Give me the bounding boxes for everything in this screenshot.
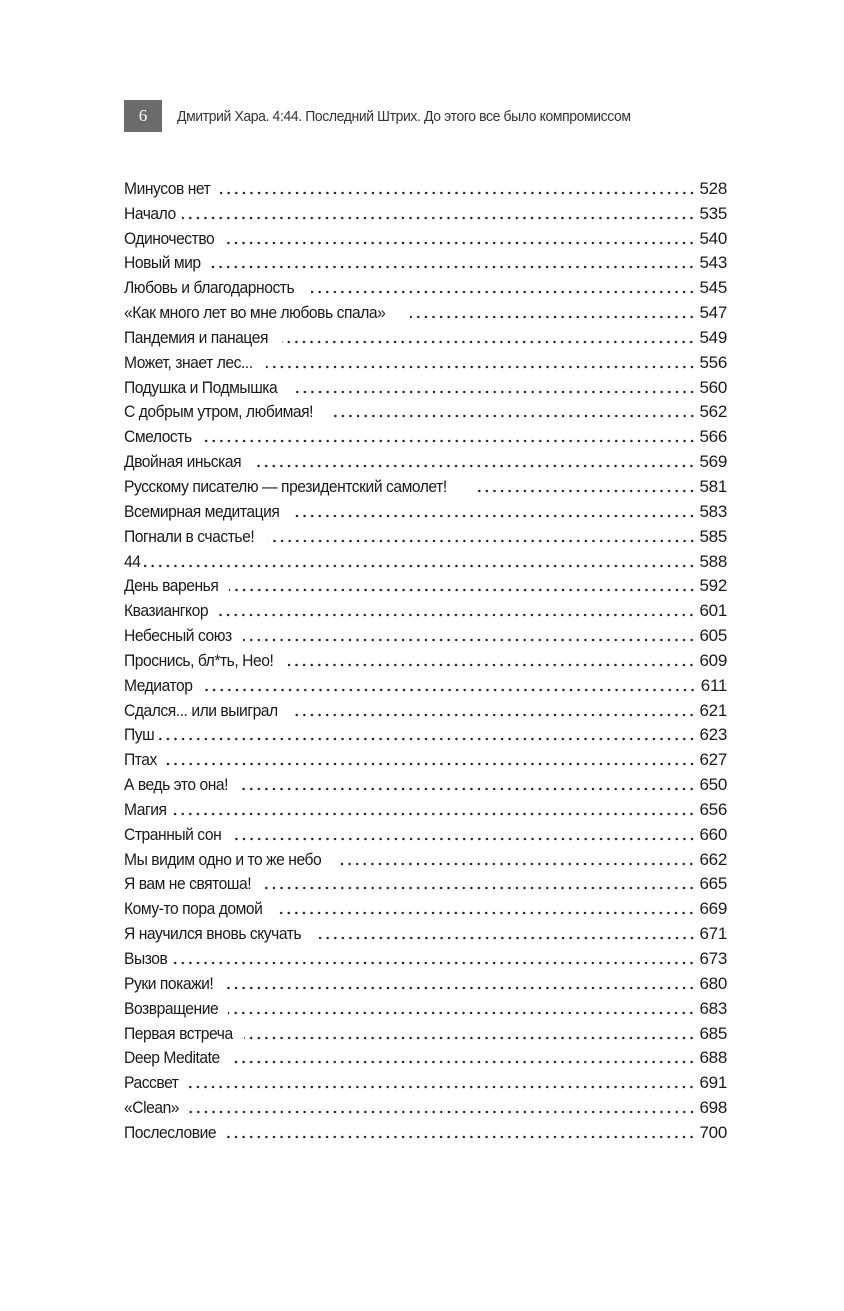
toc-entry[interactable] [124,373,727,398]
toc-entry[interactable] [124,944,727,969]
toc-entry-page: 543 [699,253,727,273]
toc-entry-page: 671 [699,924,727,944]
toc-entry-title: Послесловие [124,1122,217,1142]
toc-entry-page: 688 [699,1048,727,1068]
toc-entry-page: 662 [699,849,727,869]
toc-entry-title: Начало [124,203,176,223]
toc-entry-page: 549 [699,327,727,347]
toc-entry-title: «Как много лет во мне любовь спала» [124,303,386,323]
toc-entry-title: Я вам не святоша! [124,874,252,894]
dot-leader [186,1110,696,1114]
toc-entry[interactable] [124,919,727,944]
toc-entry-page: 592 [699,576,727,596]
toc-entry-title: А ведь это она! [124,775,229,795]
running-title: Дмитрий Хара. 4:44. Последний Штрих. До этого все было компромиссом [177,107,631,125]
dot-leader [295,514,696,518]
toc-entry[interactable] [124,273,727,298]
toc-entry-page: 588 [699,551,727,571]
toc-entry-page: 585 [699,526,727,546]
toc-entry[interactable] [124,1093,727,1118]
toc-entry-title: 44 [124,551,141,571]
toc-entry-page: 566 [699,427,727,447]
toc-entry-title: Погнали в счастье! [124,526,255,546]
toc-entry-title: Вызов [124,949,168,968]
toc-entry-title: Русскому писателю — президентский самолет! [124,476,447,496]
toc-entry-page: 673 [699,949,727,968]
toc-entry-page: 680 [699,973,727,993]
toc-entry[interactable] [124,1019,727,1044]
dot-leader [293,390,696,394]
toc-entry-title: Подушка и Подмышка [124,377,278,397]
toc-entry-page: 583 [699,501,727,521]
toc-entry-title: «Clean» [124,1098,180,1118]
toc-entry[interactable] [124,820,727,845]
toc-entry-page: 685 [699,1023,727,1043]
dot-leader [311,290,696,294]
toc-entry-title: Кому-то пора домой [124,899,263,919]
toc-entry[interactable] [124,621,727,646]
toc-entry[interactable] [124,323,727,348]
toc-entry[interactable] [124,770,727,795]
toc-entry-title: День варенья [124,576,219,596]
toc-entry-page: 627 [699,750,727,770]
dot-leader [185,1085,695,1089]
dot-leader [162,762,696,766]
toc-entry-page: 609 [699,650,727,670]
toc-entry[interactable] [124,1044,727,1069]
dot-leader [144,564,696,568]
toc-entry-page: 528 [699,178,727,198]
toc-entry-title: Руки покажи! [124,973,214,993]
toc-entry[interactable] [124,994,727,1019]
dot-leader [276,911,695,915]
toc-entry-title: Смелость [124,427,192,447]
toc-entry[interactable] [124,671,727,696]
toc-entry-title: Я научился вновь скучать [124,924,302,944]
toc-entry[interactable] [124,497,727,522]
toc-entry[interactable] [124,1118,727,1143]
toc-entry[interactable] [124,572,727,597]
toc-entry-page: 562 [699,402,727,422]
dot-leader [159,737,696,741]
toc-entry-page: 683 [699,998,727,1018]
toc-entry[interactable] [124,969,727,994]
dot-leader [319,936,696,940]
toc-entry[interactable] [124,1068,727,1093]
toc-entry-title: Медиатор [124,675,193,695]
toc-entry-title: Магия [124,799,167,819]
toc-entry-page: 545 [699,278,727,298]
toc-entry[interactable] [124,348,727,373]
toc-entry-title: Первая встреча [124,1023,233,1043]
dot-leader [332,414,696,418]
toc-entry-page: 605 [699,626,727,646]
dot-leader [288,663,695,667]
toc-entry-title: Всемирная медитация [124,501,280,521]
toc-entry-title: Рассвет [124,1073,179,1093]
toc-entry-page: 556 [699,352,727,372]
toc-entry-page: 601 [699,601,727,621]
dot-leader [172,812,695,816]
toc-entry-page: 540 [699,228,727,248]
toc-entry[interactable] [124,745,727,770]
toc-entry-page: 660 [699,824,727,844]
dot-leader [264,886,695,890]
dot-leader [173,961,695,965]
toc-entry[interactable] [124,721,727,746]
toc-entry[interactable] [124,447,727,472]
toc-entry-page: 700 [699,1122,727,1142]
toc-entry[interactable] [124,298,727,323]
toc-entry-title: Любовь и благодарность [124,278,295,298]
toc-entry-page: 621 [699,700,727,720]
toc-entry[interactable] [124,547,727,572]
dot-leader [226,1135,695,1139]
toc-entry-title: Сдался... или выиграл [124,700,278,720]
toc-entry-page: 581 [699,476,727,496]
toc-entry-title: Двойная иньская [124,452,242,472]
toc-entry[interactable] [124,870,727,895]
dot-leader [223,986,696,990]
dot-leader [182,216,695,220]
dot-leader [200,688,696,692]
toc-entry-page: 650 [699,775,727,795]
toc-entry-title: Пандемия и панацея [124,327,268,347]
toc-entry-page: 535 [699,203,727,223]
toc-entry[interactable] [124,596,727,621]
toc-entry[interactable] [124,845,727,870]
dot-leader [293,713,695,717]
toc-entry-title: Минусов нет [124,178,211,198]
dot-leader [224,241,695,245]
toc-entry[interactable] [124,224,727,249]
dot-leader [340,862,695,866]
dot-leader [268,539,696,543]
dot-leader [410,315,695,319]
dot-leader [217,613,695,617]
toc-entry[interactable] [124,398,727,423]
toc-entry[interactable] [124,696,727,721]
toc-entry[interactable] [124,249,727,274]
dot-leader [253,464,695,468]
toc-entry[interactable] [124,472,727,497]
toc-entry-title: Проснись, бл*ть, Нео! [124,650,274,670]
toc-entry-title: С добрым утром, любимая! [124,402,314,422]
toc-entry-title: Птах [124,750,157,770]
toc-entry-title: Deep Meditate [124,1048,220,1068]
toc-entry-title: Пуш [124,725,155,745]
dot-leader [232,837,696,841]
toc-entry-page: 569 [699,452,727,472]
toc-entry[interactable] [124,646,727,671]
toc-entry-page: 623 [699,725,727,745]
dot-leader [477,489,696,493]
dot-leader [239,787,695,791]
page-number: 6 [124,100,162,132]
table-of-contents [124,174,727,1143]
toc-entry-title: Квазиангкор [124,601,209,621]
dot-leader [243,638,695,642]
toc-entry-page: 656 [699,799,727,819]
toc-entry-page: 698 [699,1098,727,1118]
toc-entry[interactable] [124,522,727,547]
toc-entry-title: Может, знает лес... [124,352,253,372]
dot-leader [230,1060,695,1064]
toc-entry-page: 669 [699,899,727,919]
dot-leader [244,1036,695,1040]
dot-leader [220,191,696,195]
dot-leader [200,439,696,443]
toc-entry-title: Странный сон [124,824,222,844]
toc-entry-title: Мы видим одно и то же небо [124,849,322,869]
toc-entry[interactable] [124,174,727,199]
toc-entry-title: Одиночество [124,228,215,248]
toc-entry-page: 611 [700,675,727,695]
toc-entry-title: Небесный союз [124,626,232,646]
dot-leader [266,365,696,369]
dot-leader [228,1011,695,1015]
toc-entry-page: 547 [699,303,727,323]
running-header [124,100,665,132]
toc-entry[interactable] [124,422,727,447]
toc-entry-title: Новый мир [124,253,201,273]
toc-entry[interactable] [124,894,727,919]
toc-entry[interactable] [124,199,727,224]
toc-entry[interactable] [124,795,727,820]
toc-entry-title: Возвращение [124,998,219,1018]
toc-entry-page: 665 [699,874,727,894]
dot-leader [282,340,695,344]
toc-entry-page: 691 [699,1073,727,1093]
toc-entry-page: 560 [699,377,727,397]
dot-leader [229,588,696,592]
dot-leader [209,265,695,269]
